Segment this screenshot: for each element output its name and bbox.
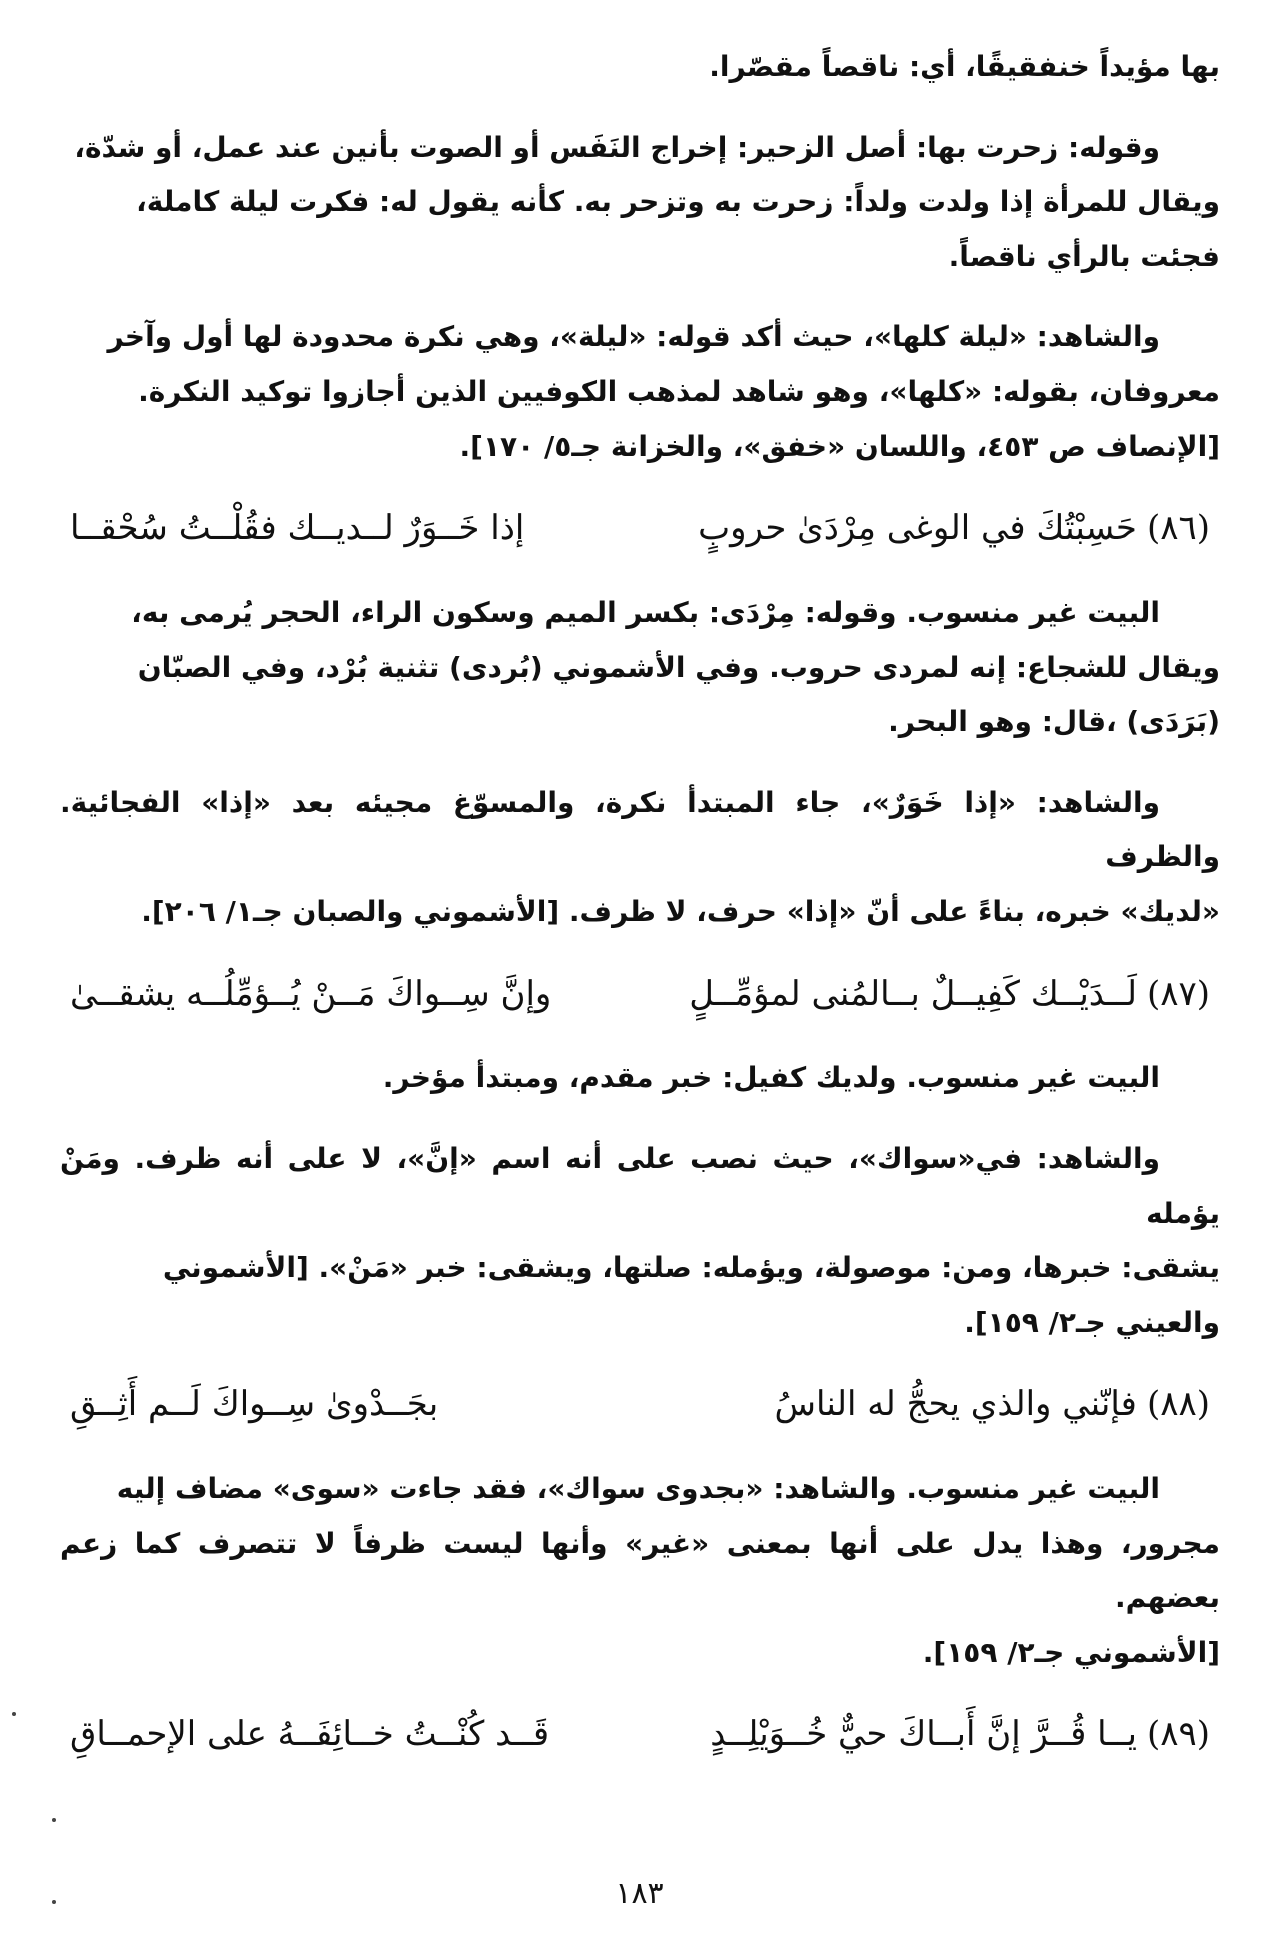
paragraph-jadwa xyxy=(60,1462,1220,1680)
verse-second-hemistich: بجَــدْوىٰ سِــواكَ لَــم أَثِــقِ xyxy=(70,1384,439,1425)
text-line: والشاهد: «ليلة كلها»، حيث أكد قوله: «ليلة»، وهي نكرة محدودة لها أول وآخر xyxy=(107,320,1160,354)
verse-first-hemistich: يــا قُــرَّ إنَّ أَبــاكَ حيٌّ خُــوَيْلِــدٍ xyxy=(710,1714,1137,1755)
verse-number: (٨٧) xyxy=(1146,973,1210,1014)
verse-first-hemistich: حَسِبْتُكَ في الوغى مِرْدَىٰ حروبٍ xyxy=(698,508,1137,549)
paragraph-shahid-khawar xyxy=(60,776,1220,940)
text-line: البيت غير منسوب. وقوله: مِرْدَى: بكسر الميم وسكون الراء، الحجر يُرمى به، xyxy=(131,595,1160,629)
text-line: «لديك» خبره، بناءً على أنّ «إذا» حرف، لا ظرف. [الأشموني والصبان جـ١/ ٢٠٦]. xyxy=(141,894,1220,928)
page-body xyxy=(60,40,1220,1792)
page-number: ١٨٣ xyxy=(615,1876,664,1911)
text-line: والعيني جـ٢/ ١٥٩]. xyxy=(964,1305,1220,1339)
verse-88 xyxy=(60,1376,1220,1434)
text-line: ويقال للشجاع: إنه لمردى حروب. وفي الأشموني (بُردى) تثنية بُرْد، وفي الصبّان xyxy=(137,650,1220,684)
text-line: البيت غير منسوب. والشاهد: «بجدوى سواك»، فقد جاءت «سوى» مضاف إليه xyxy=(116,1472,1160,1506)
text-line: البيت غير منسوب. ولديك كفيل: خبر مقدم، ومبتدأ مؤخر. xyxy=(382,1061,1160,1095)
text-line: [الإنصاف ص ٤٥٣، واللسان «خفق»، والخزانة جـ٥/ ١٧٠]. xyxy=(459,429,1220,463)
verse-number: (٨٩) xyxy=(1146,1714,1210,1755)
paragraph-intro xyxy=(60,40,1220,95)
text-line: ويقال للمرأة إذا ولدت ولداً: زحرت به وتزحر به. كأنه يقول له: فكرت ليلة كاملة، xyxy=(136,185,1220,219)
verse-second-hemistich: إذا خَــوَرٌ لــديــك فقُلْــتُ سُحْقــا xyxy=(70,508,525,549)
text-line: [الأشموني جـ٢/ ١٥٩]. xyxy=(922,1635,1220,1669)
paragraph-shahid-laylah xyxy=(60,310,1220,474)
verse-87 xyxy=(60,966,1220,1024)
verse-number: (٨٨) xyxy=(1146,1384,1210,1425)
text-line: معروفان، بقوله: «كلها»، وهو شاهد لمذهب الكوفيين الذين أجازوا توكيد النكرة. xyxy=(138,374,1220,408)
verse-second-hemistich: وإنَّ سِــواكَ مَــنْ يُــؤمِّلُــه يشقــىٰ xyxy=(70,973,552,1014)
text-line: والشاهد: «إذا خَوَرٌ»، جاء المبتدأ نكرة، والمسوّغ مجيئه بعد «إذا» الفجائية. والظرف xyxy=(60,785,1220,874)
scan-speck xyxy=(52,1900,56,1904)
paragraph-kafil xyxy=(60,1051,1220,1106)
verse-number: (٨٦) xyxy=(1146,508,1210,549)
text-line: يشقى: خبرها، ومن: موصولة، ويؤمله: صلتها، ويشقى: خبر «مَنْ». [الأشموني xyxy=(162,1251,1220,1285)
paragraph-mirda xyxy=(60,586,1220,750)
text-line: بها مؤيداً خنفقيقًا، أي: ناقصاً مقصّرا. xyxy=(709,50,1220,83)
text-line: (بَرَدَى) ،قال: وهو البحر. xyxy=(888,705,1220,739)
verse-second-hemistich: قَــد كُنْــتُ خــائِفَــهُ على الإحمــاقِ xyxy=(70,1714,550,1755)
scan-speck xyxy=(52,1818,56,1822)
verse-89 xyxy=(60,1706,1220,1764)
text-line: والشاهد: في«سواك»، حيث نصب على أنه اسم «إنَّ»، لا على أنه ظرف. ومَنْ يؤمله xyxy=(60,1141,1220,1230)
text-line: وقوله: زحرت بها: أصل الزحير: إخراج النَفَس أو الصوت بأنين عند عمل، أو شدّة، xyxy=(74,130,1160,164)
text-line: مجرور، وهذا يدل على أنها بمعنى «غير» وأنها ليست ظرفاً لا تتصرف كما زعم بعضهم. xyxy=(60,1526,1220,1615)
verse-first-hemistich: فإنّني والذي يحجُّ له الناسُ xyxy=(774,1384,1137,1425)
verse-86 xyxy=(60,500,1220,558)
scan-speck xyxy=(12,1712,16,1716)
paragraph-zahrat xyxy=(60,121,1220,285)
verse-first-hemistich: لَــدَيْــك كَفِيــلٌ بــالمُنى لمؤمِّــلٍ xyxy=(689,973,1137,1014)
paragraph-shahid-siwak xyxy=(60,1132,1220,1350)
text-line: فجئت بالرأي ناقصاً. xyxy=(948,239,1220,273)
